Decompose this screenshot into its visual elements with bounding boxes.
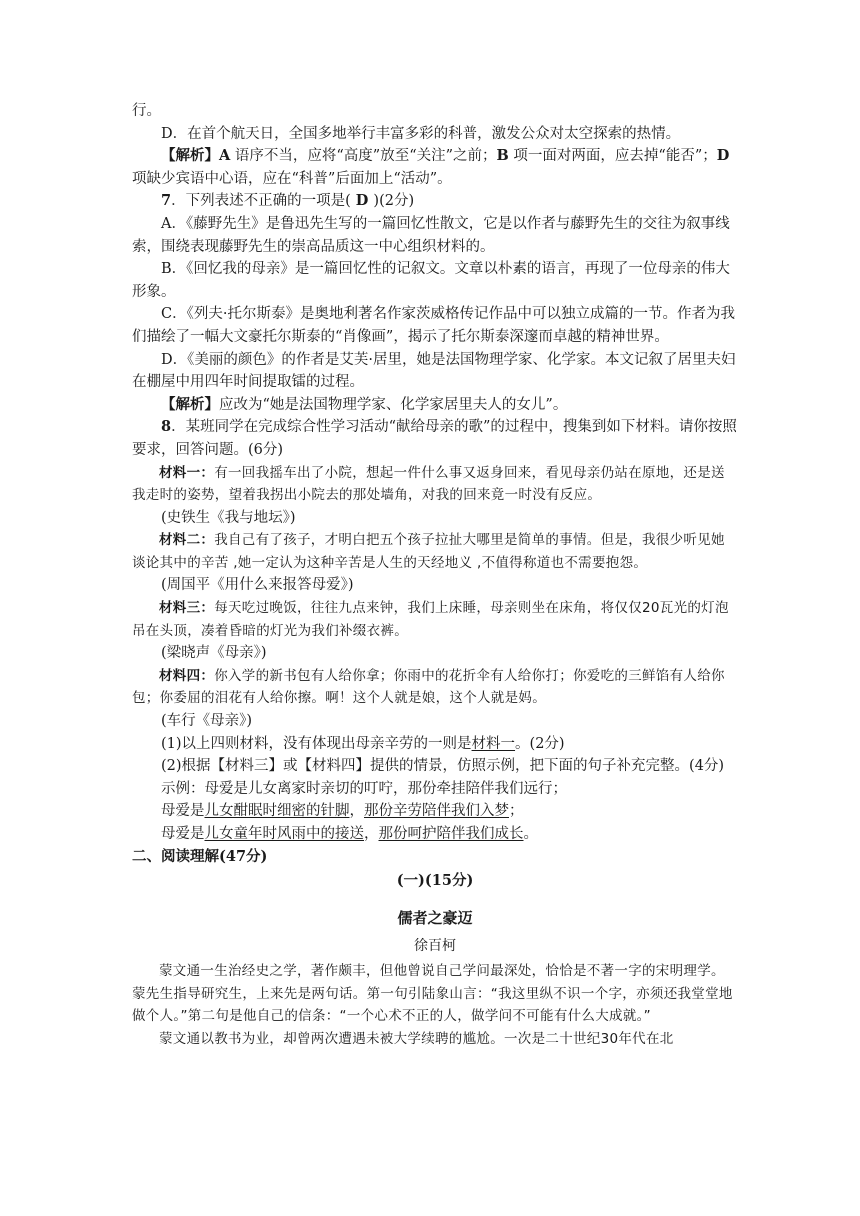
article-title: 儒者之豪迈 (397, 908, 473, 927)
answer: 那份呵护陪伴我们成长 (378, 826, 524, 842)
article-paragraph: 蒙文通一生治经史之学，著作颇丰，但他曾说自己学问最深处，恰恰是不著一字的宋明理学。蒙先生指导研究生，上来先是两句话。第一句引陆象山言：“我这里纵不识一个字，亦须还我堂堂地做个人。”第二句是他自己的信条：“一个心术不正的人，做学问不可能有什么大成就。” (132, 962, 733, 1025)
q7-option-c: C．《列夫·托尔斯泰》是奥地利著名作家茨威格传记作品中可以独立成篇的一节。作者为我们描绘了一幅大文豪托尔斯泰的“肖像画”，揭示了托尔斯泰深邃而卓越的精神世界。 (132, 306, 735, 345)
answer: 那份辛劳陪伴我们入梦 (364, 803, 509, 820)
q6-explanation: 【解析】A 语序不当，应将“高度”放至“关注”之前；B 项一面对两面，应去掉“能否”；D 项缺少宾语中心语，应在“科普”后面加上“活动”。 (132, 147, 730, 187)
answer: 儿女童年时风雨中的接送 (204, 826, 364, 842)
answer: 儿女酣眠时细密的针脚 (204, 803, 350, 820)
question-number: 7 (161, 192, 172, 210)
answer: 材料一 (471, 735, 516, 752)
material-1: 材料一：有一回我摇车出了小院，想起一件什么事又返身回来，看见母亲仍站在原地，还是送我走时的姿势，望着我拐出小院去的那处墙角，对我的回来竟一时没有反应。 (132, 464, 725, 504)
material-2-source: (周国平《用什么来报答母爱》) (161, 577, 354, 594)
material-4-source: (车行《母亲》) (161, 713, 253, 730)
sub-question-2: (2)根据【材料三】或【材料四】提供的情景，仿照示例，把下面的句子补充完整。(4分) (161, 758, 725, 775)
material-4: 材料四：你入学的新书包有人给你拿；你雨中的花折伞有人给你打；你爱吃的三鲜馅有人给你包；你委屈的泪花有人给你擦。啊！这个人就是娘，这个人就是妈。 (132, 667, 725, 707)
answer-sentence-2: 母爱是儿女童年时风雨中的接送，那份呵护陪伴我们成长。 (161, 826, 538, 842)
explanation-tag: 【解析】 (161, 395, 219, 413)
material-1-source: (史铁生《我与地坛》) (161, 509, 296, 526)
question-7-stem: 7．下列表述不正确的一项是( D )(2分) (161, 192, 415, 210)
q7-option-a: A．《藤野先生》是鲁迅先生写的一篇回忆性散文，它是以作者与藤野先生的交往为叙事线索，围绕表现藤野先生的崇高品质这一中心组织材料的。 (132, 215, 730, 255)
article-author: 徐百柯 (414, 938, 456, 955)
material-3-source: (梁晓声《母亲》) (161, 645, 267, 662)
q7-option-d: D．《美丽的颜色》的作者是艾芙·居里，她是法国物理学家、化学家。本文记叙了居里夫妇在棚屋中用四年时间提取镭的过程。 (132, 351, 736, 391)
q7-explanation: 【解析】应改为“她是法国物理学家、化学家居里夫人的女儿”。 (161, 395, 568, 413)
example-sentence: 示例：母爱是儿女离家时亲切的叮咛，那份牵挂陪伴我们远行； (161, 780, 567, 797)
option-d-q6: D．在首个航天日，全国多地举行丰富多彩的科普，激发公众对太空探索的热情。 (161, 125, 681, 142)
question-number: 8 (161, 418, 172, 436)
answer: D (350, 192, 374, 210)
continued-line: 行。 (132, 103, 161, 119)
subsection-heading: (一)(15分) (396, 872, 474, 890)
answer-sentence-1: 母爱是儿女酣眠时细密的针脚，那份辛劳陪伴我们入梦； (161, 803, 524, 820)
sub-question-1: (1)以上四则材料，没有体现出母亲辛劳的一则是材料一。(2分) (161, 735, 565, 752)
section-heading: 二、阅读理解(47分) (132, 847, 268, 865)
material-3: 材料三：每天吃过晚饭，往往九点来钟，我们上床睡，母亲则坐在床角，将仅仅20瓦光的灯泡吊在头顶，凑着昏暗的灯光为我们补缀衣裤。 (132, 600, 729, 639)
question-8-stem: 8．某班同学在完成综合性学习活动“献给母亲的歌”的过程中，搜集到如下材料。请你按照要求，回答问题。(6分) (132, 418, 737, 458)
material-2: 材料二：我自己有了孩子，才明白把五个孩子拉扯大哪里是简单的事情。但是，我很少听见她谈论其中的辛苦 ,她一定认为这种辛苦是人生的天经地义 ,不值得称道也不需要抱怨。 (132, 532, 725, 571)
explanation-tag: 【解析】 (161, 147, 219, 165)
q7-option-b: B．《回忆我的母亲》是一篇回忆性的记叙文。文章以朴素的语言，再现了一位母亲的伟大形象。 (132, 261, 730, 300)
article-paragraph: 蒙文通以教书为业，却曾两次遭遇未被大学续聘的尴尬。一次是二十世纪30年代在北 (159, 1030, 674, 1047)
